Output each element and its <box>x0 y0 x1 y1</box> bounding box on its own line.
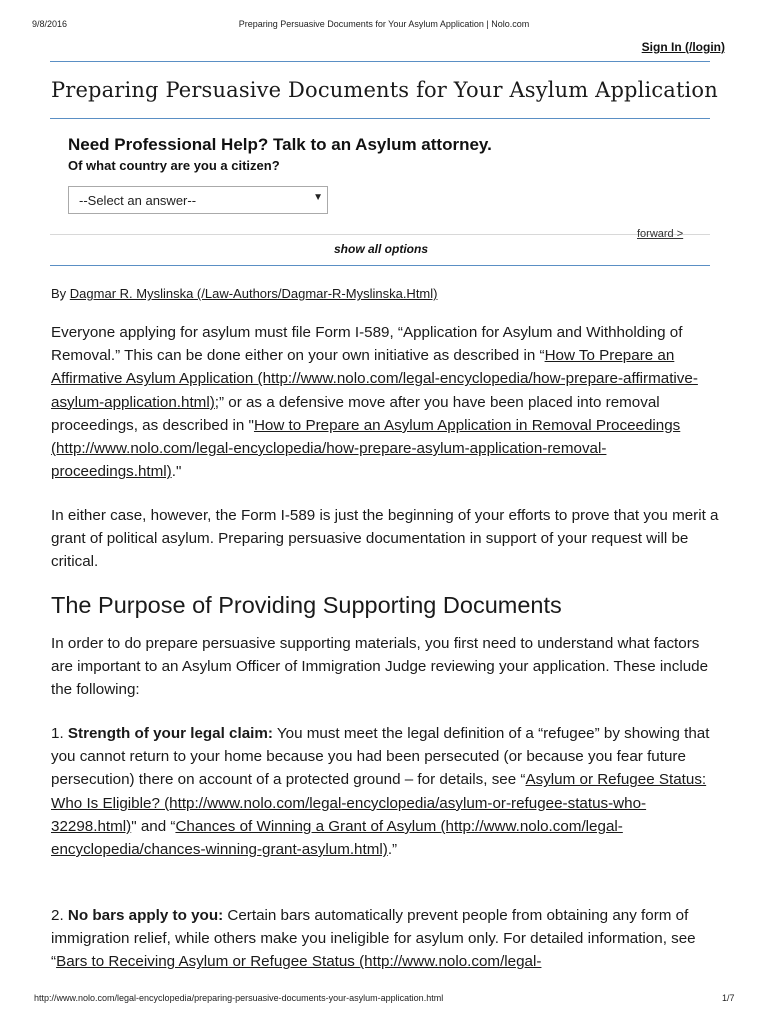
byline <box>51 286 437 301</box>
country-select-value: --Select an answer-- <box>79 193 197 208</box>
intro-text-1: Everyone applying for asylum must file Form I-589, “Application for Asylum and Withholding of Removal.” This can be done either on your own initiative as described in “ <box>51 324 683 365</box>
country-question: Of what country are you a citizen? <box>68 158 280 173</box>
section-heading: The Purpose of Providing Supporting Documents <box>51 592 562 618</box>
factor-2-title: No bars apply to you: <box>67 907 224 924</box>
factor-1-number: 1. <box>51 725 68 742</box>
factor-2-text-1: Certain bars automatically prevent people from obtaining any form of immigration relief, while others make you ineligible for asylum only. For detailed information, see “ <box>51 907 696 971</box>
chances-winning-link[interactable]: Chances of Winning a Grant of Asylum (http://www.nolo.com/legal-encyclopedia/chances-winning-grant-asylum.html) <box>51 817 623 859</box>
print-date: 9/8/2016 <box>32 19 68 29</box>
factor-item-1 <box>51 722 721 861</box>
promo-divider <box>50 234 710 235</box>
factor-1-title: Strength of your legal claim: <box>67 725 273 742</box>
intro-paragraph <box>51 321 721 483</box>
factor-item-2 <box>51 904 721 974</box>
attorney-promo-heading: Need Professional Help? Talk to an Asylum attorney. <box>68 135 492 154</box>
form-paragraph: In either case, however, the Form I-589 is just the beginning of your efforts to prove that you merit a grant of political asylum. Preparing persuasive documentation in support of your request will be critical. <box>51 507 719 571</box>
affirmative-asylum-link[interactable]: How To Prepare an Affirmative Asylum Application (http://www.nolo.com/legal-encyclopedia/how-prepare-affirmative-asylum-application.html); <box>51 347 698 411</box>
factors-paragraph: In order to do prepare persuasive supporting materials, you first need to understand what factors are important to an Asylum Officer of Immigration Judge reviewing your application. These include the following: <box>51 635 709 699</box>
factor-1-text-2: " and “ <box>131 817 176 835</box>
promo-bottom-rule <box>50 265 710 266</box>
forward-link[interactable]: forward > <box>637 228 684 240</box>
print-page-title: Preparing Persuasive Documents for Your Asylum Application | Nolo.com <box>238 19 530 29</box>
sign-in-link[interactable]: Sign In (/login) <box>641 40 725 54</box>
country-select[interactable] <box>68 186 328 214</box>
intro-text-2: ” or as a defensive move after you have been placed into removal proceedings, as described in " <box>51 393 660 434</box>
factor-1-text-3: .” <box>387 841 398 859</box>
intro-text-3: ." <box>171 463 182 481</box>
refugee-eligibility-link[interactable]: Asylum or Refugee Status: Who Is Eligible? (http://www.nolo.com/legal-encyclopedia/asylum-or-refugee-status-who-32298.html) <box>51 771 707 835</box>
chevron-down-icon: ▼ <box>313 192 323 203</box>
factor-2-number: 2. <box>51 907 68 924</box>
print-page-number: 1/7 <box>722 993 735 1003</box>
show-all-options-link[interactable]: show all options <box>333 242 428 256</box>
title-top-rule <box>50 61 710 62</box>
author-link[interactable]: Dagmar R. Myslinska (/Law-Authors/Dagmar-R-Myslinska.Html) <box>69 286 438 301</box>
article-title: Preparing Persuasive Documents for Your Asylum Application <box>51 78 718 102</box>
title-bottom-rule <box>50 118 710 119</box>
byline-prefix: By <box>51 286 70 301</box>
print-url: http://www.nolo.com/legal-encyclopedia/preparing-persuasive-documents-your-asylum-application.html <box>34 993 444 1003</box>
factor-1-text-1: You must meet the legal definition of a “refugee” by showing that you cannot return to your home because you had been persecuted (or because you fear future persecution) there on account of a protected ground – for details, see “ <box>51 725 710 789</box>
removal-proceedings-link[interactable]: How to Prepare an Asylum Application in Removal Proceedings (http://www.nolo.com/legal-encyclopedia/how-prepare-asylum-application-removal-proceedings.html) <box>51 416 681 481</box>
bars-asylum-link[interactable]: Bars to Receiving Asylum or Refugee Status (http://www.nolo.com/legal- <box>56 953 542 971</box>
